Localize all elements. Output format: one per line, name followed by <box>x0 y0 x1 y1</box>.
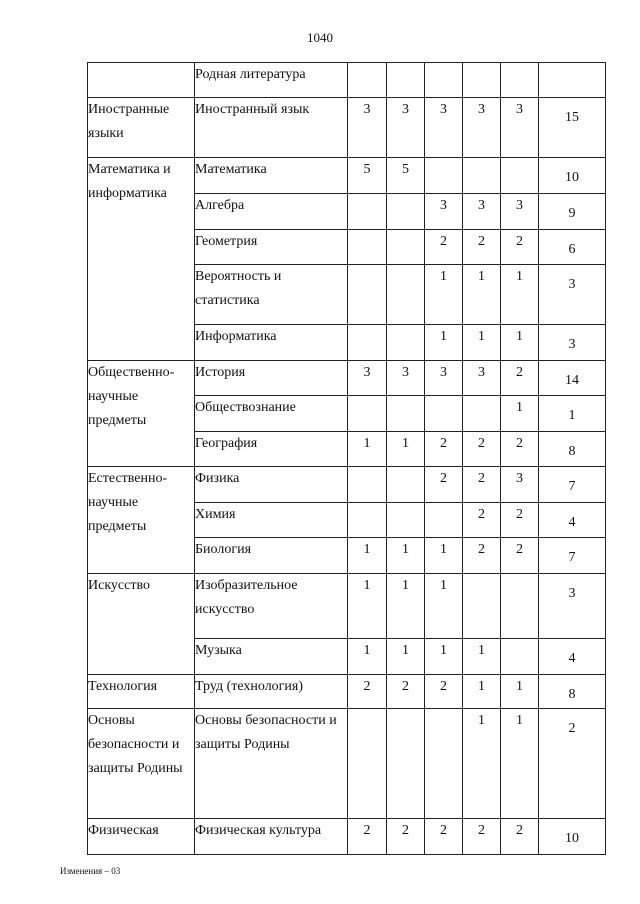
total-hours-cell: 15 <box>539 98 606 158</box>
hours-cell <box>387 230 425 265</box>
hours-cell <box>463 574 501 639</box>
hours-cell: 2 <box>501 538 539 574</box>
hours-cell <box>348 396 387 432</box>
subject-cell: Вероятность и статистика <box>195 265 348 325</box>
hours-cell: 1 <box>501 709 539 819</box>
hours-cell: 2 <box>463 467 501 503</box>
hours-cell: 1 <box>501 265 539 325</box>
total-hours-cell <box>539 63 606 98</box>
hours-cell: 1 <box>463 265 501 325</box>
hours-cell: 3 <box>387 98 425 158</box>
hours-cell <box>501 158 539 194</box>
subject-area-cell: Технология <box>88 675 195 709</box>
hours-cell: 1 <box>463 675 501 709</box>
hours-cell <box>463 63 501 98</box>
subject-area-cell: Иностранные языки <box>88 98 195 158</box>
total-hours-cell: 1 <box>539 396 606 432</box>
hours-cell: 2 <box>425 675 463 709</box>
hours-cell: 2 <box>501 819 539 855</box>
hours-cell: 2 <box>348 819 387 855</box>
total-hours-cell: 10 <box>539 819 606 855</box>
hours-cell: 3 <box>463 194 501 230</box>
total-hours-cell: 7 <box>539 467 606 503</box>
hours-cell: 1 <box>463 325 501 361</box>
hours-cell: 1 <box>425 538 463 574</box>
total-hours-cell: 4 <box>539 503 606 538</box>
hours-cell: 1 <box>348 432 387 467</box>
total-hours-cell: 4 <box>539 639 606 675</box>
hours-cell <box>348 467 387 503</box>
subject-area-cell: Математика и информатика <box>88 158 195 361</box>
hours-cell <box>501 63 539 98</box>
hours-cell: 1 <box>387 639 425 675</box>
hours-cell <box>463 158 501 194</box>
hours-cell: 2 <box>463 538 501 574</box>
subject-cell: Родная литература <box>195 63 348 98</box>
hours-cell: 1 <box>425 265 463 325</box>
hours-cell: 2 <box>501 503 539 538</box>
hours-cell: 3 <box>501 194 539 230</box>
subject-cell: Алгебра <box>195 194 348 230</box>
hours-cell <box>425 158 463 194</box>
hours-cell: 5 <box>387 158 425 194</box>
hours-cell <box>348 325 387 361</box>
hours-cell: 3 <box>348 361 387 396</box>
hours-cell <box>348 194 387 230</box>
hours-cell: 1 <box>387 574 425 639</box>
subject-cell: Иностранный язык <box>195 98 348 158</box>
hours-cell <box>387 194 425 230</box>
total-hours-cell: 7 <box>539 538 606 574</box>
hours-cell <box>387 503 425 538</box>
hours-cell <box>348 63 387 98</box>
table-row <box>88 675 606 709</box>
footer-revision: Изменения – 03 <box>60 866 121 876</box>
total-hours-cell: 9 <box>539 194 606 230</box>
table-row <box>88 63 606 98</box>
hours-cell: 2 <box>463 432 501 467</box>
total-hours-cell: 3 <box>539 325 606 361</box>
hours-cell <box>425 503 463 538</box>
hours-cell: 2 <box>425 467 463 503</box>
hours-cell: 2 <box>425 432 463 467</box>
total-hours-cell: 3 <box>539 265 606 325</box>
hours-cell <box>387 467 425 503</box>
subject-cell: Музыка <box>195 639 348 675</box>
subject-area-cell: Общественно-научные предметы <box>88 361 195 467</box>
hours-cell: 1 <box>387 538 425 574</box>
hours-cell: 1 <box>348 574 387 639</box>
hours-cell: 2 <box>463 230 501 265</box>
hours-cell: 2 <box>387 675 425 709</box>
hours-cell: 3 <box>463 361 501 396</box>
hours-cell: 1 <box>348 538 387 574</box>
hours-cell <box>387 709 425 819</box>
hours-cell: 1 <box>463 639 501 675</box>
hours-cell: 3 <box>463 98 501 158</box>
hours-cell: 1 <box>501 675 539 709</box>
total-hours-cell: 3 <box>539 574 606 639</box>
subject-cell: Физика <box>195 467 348 503</box>
curriculum-table <box>87 62 606 855</box>
hours-cell: 2 <box>501 432 539 467</box>
hours-cell: 2 <box>463 503 501 538</box>
total-hours-cell: 10 <box>539 158 606 194</box>
hours-cell: 3 <box>501 98 539 158</box>
subject-area-cell: Искусство <box>88 574 195 675</box>
subject-area-cell <box>88 63 195 98</box>
hours-cell: 1 <box>425 574 463 639</box>
hours-cell: 1 <box>387 432 425 467</box>
hours-cell <box>348 709 387 819</box>
hours-cell <box>387 396 425 432</box>
hours-cell: 3 <box>425 361 463 396</box>
total-hours-cell: 14 <box>539 361 606 396</box>
total-hours-cell: 2 <box>539 709 606 819</box>
hours-cell: 1 <box>501 396 539 432</box>
hours-cell <box>387 265 425 325</box>
subject-cell: Биология <box>195 538 348 574</box>
hours-cell: 1 <box>425 325 463 361</box>
hours-cell: 1 <box>463 709 501 819</box>
subject-cell: Физическая культура <box>195 819 348 855</box>
subject-cell: Геометрия <box>195 230 348 265</box>
subject-cell: Основы безопасности и защиты Родины <box>195 709 348 819</box>
subject-area-cell: Физическая <box>88 819 195 855</box>
hours-cell <box>425 63 463 98</box>
page-number: 1040 <box>307 30 333 45</box>
hours-cell: 2 <box>501 230 539 265</box>
subject-cell: Труд (технология) <box>195 675 348 709</box>
hours-cell: 2 <box>387 819 425 855</box>
hours-cell: 3 <box>425 194 463 230</box>
subject-cell: Информатика <box>195 325 348 361</box>
total-hours-cell: 8 <box>539 432 606 467</box>
hours-cell <box>501 574 539 639</box>
subject-cell: История <box>195 361 348 396</box>
subject-cell: Химия <box>195 503 348 538</box>
subject-cell: Изобразительное искусство <box>195 574 348 639</box>
hours-cell: 3 <box>387 361 425 396</box>
hours-cell <box>348 503 387 538</box>
hours-cell: 2 <box>425 230 463 265</box>
subject-area-cell: Естественно-научные предметы <box>88 467 195 574</box>
hours-cell: 1 <box>348 639 387 675</box>
hours-cell <box>425 709 463 819</box>
hours-cell <box>387 325 425 361</box>
table-row <box>88 574 606 639</box>
table-row <box>88 709 606 819</box>
hours-cell: 2 <box>348 675 387 709</box>
total-hours-cell: 6 <box>539 230 606 265</box>
table-row <box>88 158 606 194</box>
table-row <box>88 98 606 158</box>
hours-cell: 1 <box>425 639 463 675</box>
hours-cell: 2 <box>501 361 539 396</box>
hours-cell <box>463 396 501 432</box>
table-row <box>88 361 606 396</box>
table-row <box>88 467 606 503</box>
hours-cell: 3 <box>501 467 539 503</box>
total-hours-cell: 8 <box>539 675 606 709</box>
subject-cell: География <box>195 432 348 467</box>
hours-cell <box>348 230 387 265</box>
hours-cell: 3 <box>348 98 387 158</box>
subject-area-cell: Основы безопасности и защиты Родины <box>88 709 195 819</box>
hours-cell <box>501 639 539 675</box>
hours-cell <box>348 265 387 325</box>
hours-cell: 1 <box>501 325 539 361</box>
subject-cell: Обществознание <box>195 396 348 432</box>
hours-cell: 5 <box>348 158 387 194</box>
hours-cell: 2 <box>463 819 501 855</box>
table-row <box>88 819 606 855</box>
subject-cell: Математика <box>195 158 348 194</box>
hours-cell <box>387 63 425 98</box>
hours-cell <box>425 396 463 432</box>
hours-cell: 2 <box>425 819 463 855</box>
hours-cell: 3 <box>425 98 463 158</box>
